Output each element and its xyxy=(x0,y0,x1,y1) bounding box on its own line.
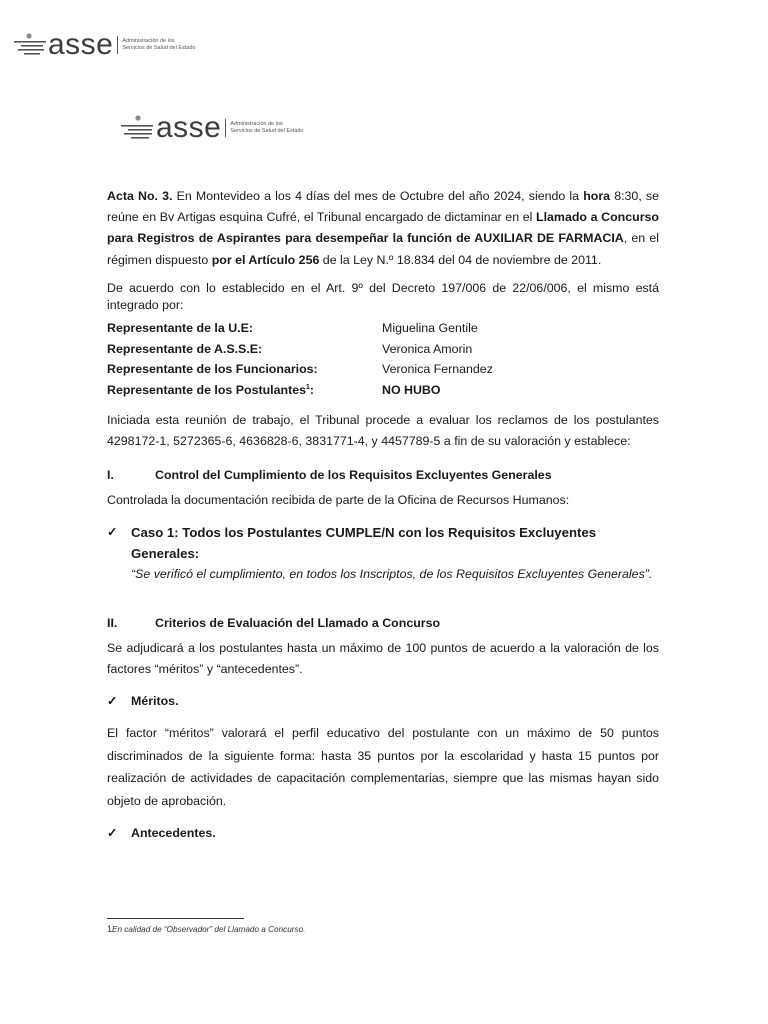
representative-row xyxy=(107,318,659,339)
representative-row xyxy=(107,359,659,380)
footnote-ref: 1 xyxy=(306,384,310,392)
section-heading xyxy=(107,465,659,486)
document-body xyxy=(107,186,659,844)
representative-label: Representante de la U.E: xyxy=(107,320,253,335)
iniciada-paragraph: Iniciada esta reunión de trabajo, el Tribunal procede a evaluar los reclamos de los postulantes 4298172-1, 5272365-6, 4636828-6, 3831771-4, y 4457789-5 a fin de su valoración y establece: xyxy=(107,413,659,449)
case-quote: “Se verificó el cumplimiento, en todos los Inscriptos, de los Requisitos Excluyentes Generales”. xyxy=(131,567,653,582)
section-title: Criterios de Evaluación del Llamado a Concurso xyxy=(155,616,441,631)
logo-wordmark: asse xyxy=(48,28,114,61)
section-number: I. xyxy=(107,468,114,483)
section-intro: Se adjudicará a los postulantes hasta un máximo de 100 puntos de acuerdo a la valoración de los factores “méritos” y “antecedentes”. xyxy=(107,640,659,676)
meritos-title: Méritos. xyxy=(131,694,179,709)
representative-name: NO HUBO xyxy=(382,383,441,398)
logo-tagline: Administración de los Servicios de Salud del Estado xyxy=(122,38,196,51)
logo-divider xyxy=(225,119,226,137)
asse-emblem-icon xyxy=(12,32,48,58)
logo-divider xyxy=(117,36,118,54)
checkmark-icon: ✓ xyxy=(107,694,118,709)
representative-name: Veronica Amorin xyxy=(382,341,473,356)
representative-name: Veronica Fernandez xyxy=(382,362,493,377)
footnote-number: 1 xyxy=(107,924,113,934)
meritos-paragraph: El factor “méritos” valorará el perfil educativo del postulante con un máximo de 50 puntos discriminados de la siguiente forma: hasta 35 puntos por la escolaridad y hasta 15 puntos por realización de actividades de capacitación complementarias, siempre que las mismas hayan sido objeto de aprobación. xyxy=(107,726,659,808)
footnote xyxy=(107,924,305,934)
section-heading xyxy=(107,613,659,634)
decreto-paragraph: De acuerdo con lo establecido en el Art. 9º del Decreto 197/006 de 22/06/006, el mismo está integrado por: xyxy=(107,280,659,313)
representative-label: Representante de A.S.S.E: xyxy=(107,341,263,356)
logo-tagline: Administración de los Servicios de Salud del Estado xyxy=(230,121,304,134)
check-item-case1 xyxy=(107,522,659,586)
asse-logo-header xyxy=(12,30,195,60)
representatives-table xyxy=(107,318,659,401)
section-intro: Controlada la documentación recibida de parte de la Oficina de Recursos Humanos: xyxy=(107,492,570,507)
representative-name: Miguelina Gentile xyxy=(382,320,478,335)
representative-label: Representante de los Funcionarios: xyxy=(107,362,318,377)
asse-logo-main xyxy=(120,113,303,143)
acta-paragraph: Acta No. 3. En Montevideo a los 4 días del mes de Octubre del año 2024, siendo la hora 8:30, se reúne en Bv Artigas esquina Cufré, el Tribunal encargado de dictaminar en el Llamado a Concurso para Registros de Aspirantes para desempeñar la función de AUXILIAR DE FARMACIA, en el régimen dispuesto por el Artículo 256 de la Ley N.º 18.834 del 04 de noviembre de 2011. xyxy=(107,189,659,267)
checkmark-icon: ✓ xyxy=(107,826,118,841)
representative-label: Representante de los Postulantes$^1$: xyxy=(107,383,315,398)
checkmark-icon: ✓ xyxy=(107,524,118,539)
case-title: Caso 1: Todos los Postulantes CUMPLE/N con los Requisitos Excluyentes Generales: xyxy=(131,524,597,562)
logo-wordmark: asse xyxy=(156,111,222,144)
section-title: Control del Cumplimiento de los Requisitos Excluyentes Generales xyxy=(155,468,552,483)
footnote-divider xyxy=(107,918,244,919)
footnote-text: En calidad de “Observador” del Llamado a Concurso. xyxy=(112,925,306,934)
asse-emblem-icon xyxy=(120,114,156,142)
check-item-antecedentes xyxy=(107,823,659,844)
representative-row xyxy=(107,339,659,360)
representative-row xyxy=(107,380,659,401)
section-number: II. xyxy=(107,616,118,631)
antecedentes-title: Antecedentes. xyxy=(131,826,216,841)
check-item-meritos xyxy=(107,691,659,712)
